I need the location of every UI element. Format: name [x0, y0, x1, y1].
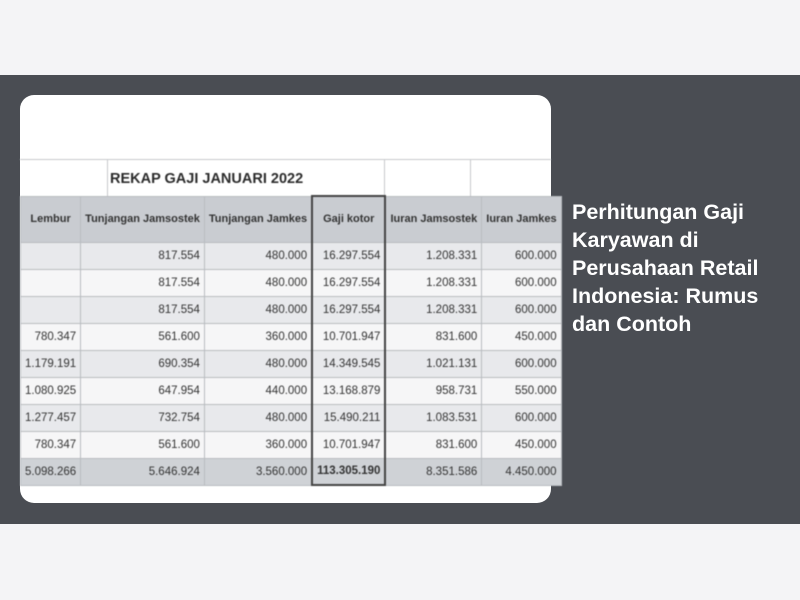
table-cell — [21, 296, 81, 323]
salary-table — [20, 195, 562, 486]
table-cell: 1.208.331 — [385, 296, 481, 323]
column-header: Tunjangan Jamsostek — [81, 196, 205, 242]
table-cell: 360.000 — [204, 431, 312, 458]
table-cell: 16.297.554 — [312, 296, 385, 323]
table-cell: 1.021.131 — [385, 350, 481, 377]
table-cell: 732.754 — [81, 404, 205, 431]
table-row — [21, 350, 562, 377]
table-cell: 14.349.545 — [312, 350, 385, 377]
table-cell: 831.600 — [385, 323, 481, 350]
table-total-row — [21, 458, 562, 485]
table-cell: 450.000 — [482, 323, 561, 350]
table-cell: 360.000 — [204, 323, 312, 350]
table-cell: 16.297.554 — [312, 242, 385, 269]
table-cell: 10.701.947 — [312, 431, 385, 458]
table-row — [21, 431, 562, 458]
table-header-row — [21, 196, 562, 242]
table-cell: 561.600 — [81, 323, 205, 350]
table-row — [21, 296, 562, 323]
table-cell: 1.208.331 — [385, 269, 481, 296]
article-headline: Perhitungan Gaji Karyawan di Perusahaan Retail Indonesia: Rumus dan Contoh — [572, 200, 759, 336]
column-header: Gaji kotor — [312, 196, 385, 242]
table-cell: 1.083.531 — [385, 404, 481, 431]
table-cell: 16.297.554 — [312, 269, 385, 296]
total-cell: 113.305.190 — [312, 458, 385, 485]
table-cell: 831.600 — [385, 431, 481, 458]
table-row — [21, 377, 562, 404]
table-cell: 817.554 — [81, 296, 205, 323]
table-cell: 817.554 — [81, 242, 205, 269]
table-cell: 550.000 — [482, 377, 561, 404]
table-cell: 440.000 — [204, 377, 312, 404]
table-cell: 450.000 — [482, 431, 561, 458]
sheet-title: REKAP GAJI JANUARI 2022 — [110, 171, 304, 187]
total-cell: 8.351.586 — [385, 458, 481, 485]
table-cell: 600.000 — [482, 269, 561, 296]
total-cell: 3.560.000 — [204, 458, 312, 485]
table-cell: 15.490.211 — [312, 404, 385, 431]
table-row — [21, 269, 562, 296]
table-cell: 647.954 — [81, 377, 205, 404]
table-cell: 600.000 — [482, 350, 561, 377]
table-cell: 13.168.879 — [312, 377, 385, 404]
total-cell: 5.098.266 — [21, 458, 81, 485]
table-cell: 780.347 — [21, 431, 81, 458]
table-cell: 561.600 — [81, 431, 205, 458]
table-cell: 480.000 — [204, 296, 312, 323]
table-cell — [21, 269, 81, 296]
table-row — [21, 323, 562, 350]
table-cell: 480.000 — [204, 404, 312, 431]
table-cell: 780.347 — [21, 323, 81, 350]
table-cell: 1.080.925 — [21, 377, 81, 404]
total-cell: 4.450.000 — [482, 458, 561, 485]
table-row — [21, 404, 562, 431]
column-header: Iuran Jamsostek — [385, 196, 481, 242]
table-cell: 817.554 — [81, 269, 205, 296]
table-cell: 10.701.947 — [312, 323, 385, 350]
spreadsheet-image — [20, 95, 557, 503]
table-row — [21, 242, 562, 269]
table-cell: 958.731 — [385, 377, 481, 404]
table-cell: 480.000 — [204, 242, 312, 269]
table-cell: 600.000 — [482, 296, 561, 323]
column-header: Iuran Jamkes — [482, 196, 561, 242]
table-cell: 600.000 — [482, 242, 561, 269]
table-cell: 600.000 — [482, 404, 561, 431]
table-cell: 1.277.457 — [21, 404, 81, 431]
table-cell: 690.354 — [81, 350, 205, 377]
total-cell: 5.646.924 — [81, 458, 205, 485]
table-cell: 480.000 — [204, 350, 312, 377]
table-cell: 1.179.191 — [21, 350, 81, 377]
column-header: Tunjangan Jamkes — [204, 196, 312, 242]
table-cell: 1.208.331 — [385, 242, 481, 269]
table-cell: 480.000 — [204, 269, 312, 296]
spreadsheet — [20, 95, 557, 503]
column-header: Lembur — [21, 196, 81, 242]
table-cell — [21, 242, 81, 269]
